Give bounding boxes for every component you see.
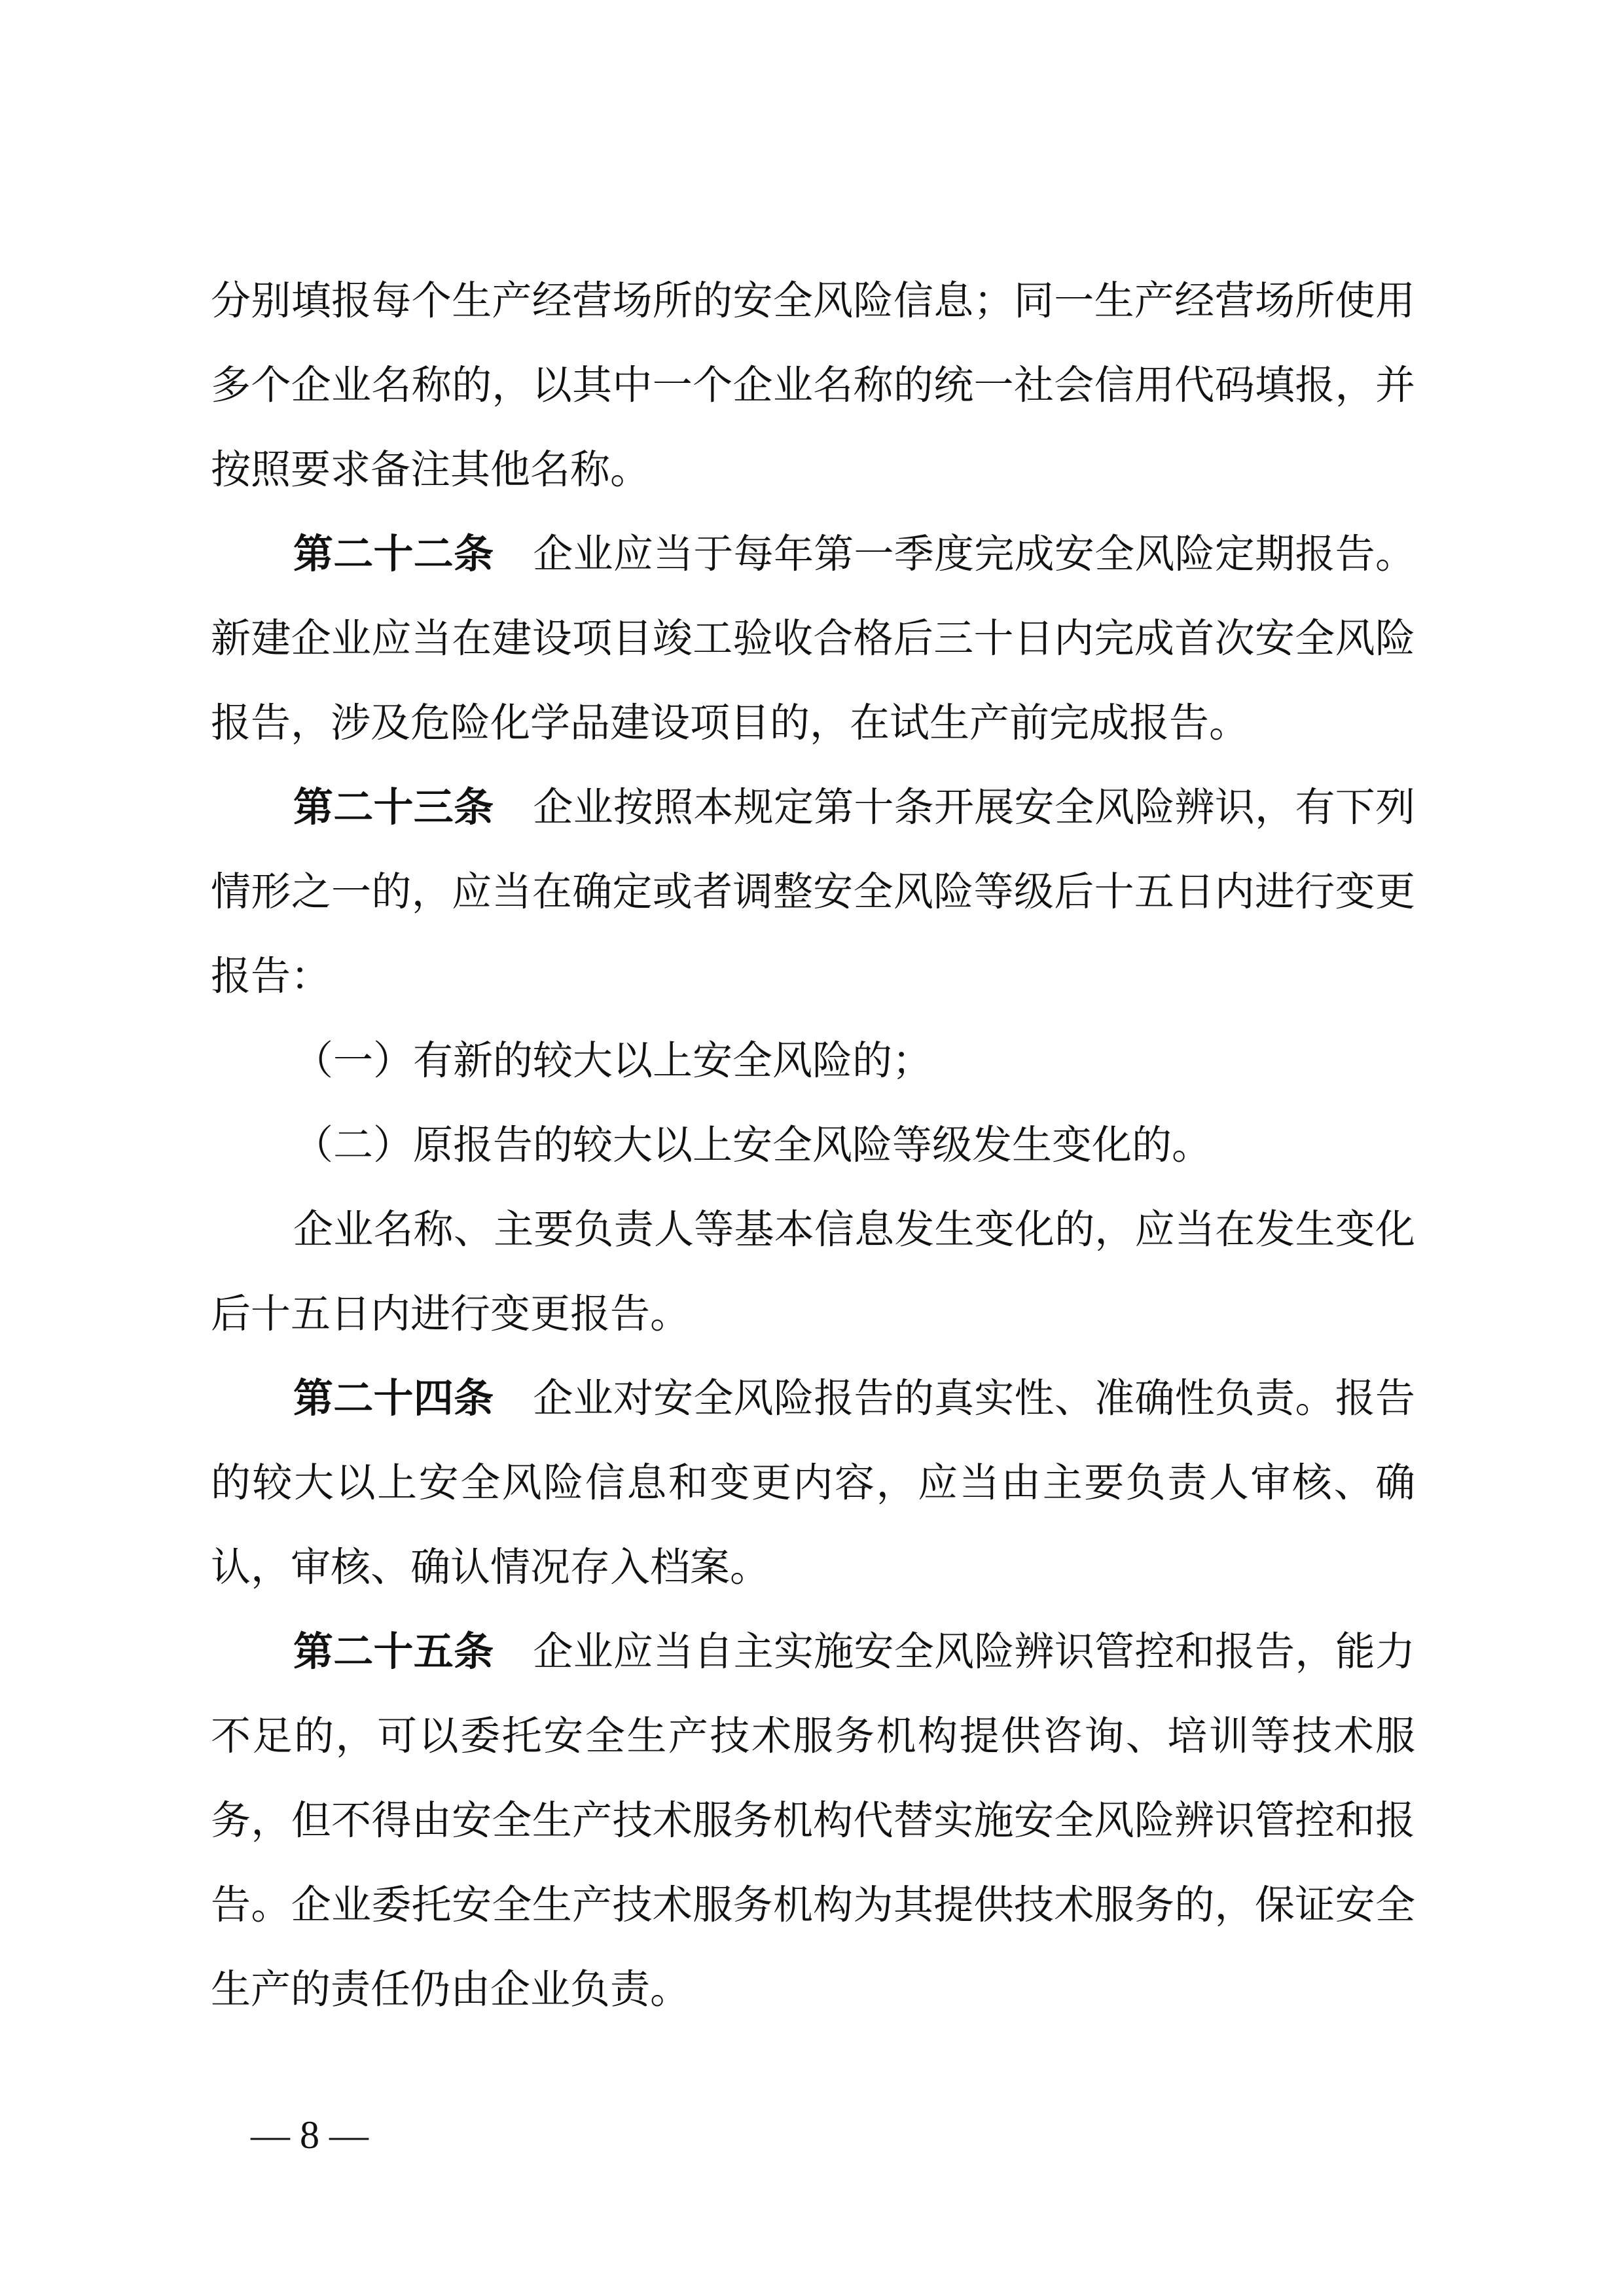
paragraph-text: （二）原报告的较大以上安全风险等级发生变化的。 bbox=[293, 1122, 1212, 1168]
paragraph-text: 分别填报每个生产经营场所的安全风险信息；同一生产经营场所使用多个企业名称的，以其中一个企业名称的统一社会信用代码填报，并按照要求备注其他名称。 bbox=[211, 278, 1415, 493]
document-body bbox=[211, 259, 1415, 2032]
article-25 bbox=[211, 1609, 1415, 2032]
paragraph-basic-info-change bbox=[211, 1187, 1415, 1356]
article-heading: 第二十五条 bbox=[293, 1628, 494, 1675]
paragraph-text: （一）有新的较大以上安全风险的； bbox=[293, 1037, 933, 1084]
article-heading: 第二十二条 bbox=[293, 531, 494, 577]
paragraph-text: 企业应当自主实施安全风险辨识管控和报告，能力不足的，可以委托安全生产技术服务机构提供咨询、培训等技术服务，但不得由安全生产技术服务机构代替实施安全风险辨识管控和报告。企业委托安全生产技术服务机构为其提供技术服务的，保证安全生产的责任仍由企业负责。 bbox=[211, 1628, 1415, 2013]
paragraph-1 bbox=[211, 259, 1415, 512]
paragraph-text: 企业名称、主要负责人等基本信息发生变化的，应当在发生变化后十五日内进行变更报告。 bbox=[211, 1206, 1415, 1337]
list-item-1 bbox=[211, 1018, 1415, 1103]
article-23 bbox=[211, 765, 1415, 1018]
article-heading: 第二十三条 bbox=[293, 784, 494, 831]
article-heading: 第二十四条 bbox=[293, 1375, 494, 1422]
paragraph-text: 企业应当于每年第一季度完成安全风险定期报告。新建企业应当在建设项目竣工验收合格后三十日内完成首次安全风险报告，涉及危险化学品建设项目的，在试生产前完成报告。 bbox=[211, 531, 1415, 746]
list-item-2 bbox=[211, 1103, 1415, 1187]
paragraph-text: 企业按照本规定第十条开展安全风险辨识，有下列情形之一的，应当在确定或者调整安全风险等级后十五日内进行变更报告： bbox=[211, 784, 1415, 999]
article-22 bbox=[211, 512, 1415, 765]
paragraph-text: 企业对安全风险报告的真实性、准确性负责。报告的较大以上安全风险信息和变更内容，应当由主要负责人审核、确认，审核、确认情况存入档案。 bbox=[211, 1375, 1415, 1590]
page-number: — 8 — bbox=[251, 2113, 369, 2157]
article-24 bbox=[211, 1356, 1415, 1609]
